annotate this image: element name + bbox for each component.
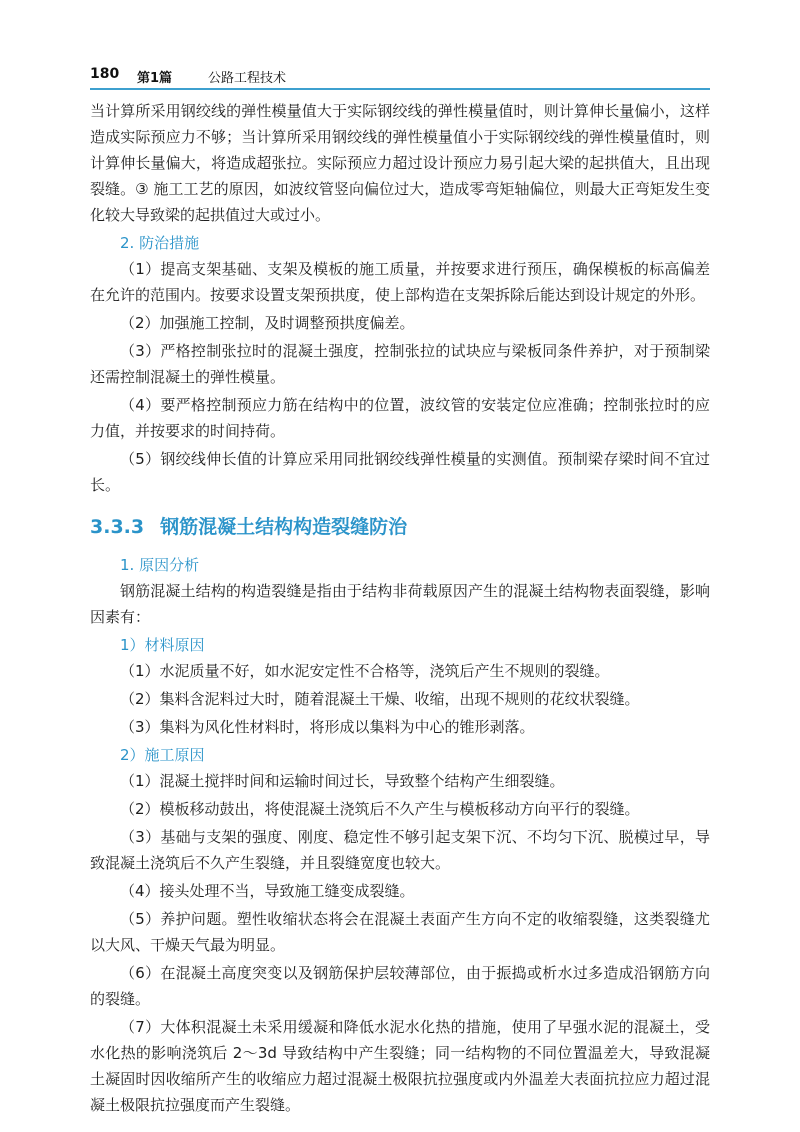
page-header <box>90 60 710 90</box>
section-heading <box>90 512 710 542</box>
cause-intro: 钢筋混凝土结构的构造裂缝是指由于结构非荷载原因产生的混凝土结构物表面裂缝，影响因素有： <box>90 582 710 626</box>
material-heading: 1）材料原因 <box>120 636 205 654</box>
construction-item: （3）基础与支架的强度、刚度、稳定性不够引起支架下沉、不均匀下沉、脱模过早，导致混凝土浇筑后不久产生裂缝，并且裂缝宽度也较大。 <box>90 828 710 872</box>
construction-item: （1）混凝土搅拌时间和运输时间过长，导致整个结构产生细裂缝。 <box>120 772 565 790</box>
prevention-item: （5）钢绞线伸长值的计算应采用同批钢绞线弹性模量的实测值。预制梁存梁时间不宜过长。 <box>90 450 710 494</box>
prevention-item: （2）加强施工控制，及时调整预拱度偏差。 <box>120 314 415 332</box>
material-item: （2）集料含泥料过大时，随着混凝土干燥、收缩，出现不规则的花纹状裂缝。 <box>120 690 640 708</box>
section-number: 3.3.3 <box>90 516 145 538</box>
construction-item: （2）模板移动鼓出，将使混凝土浇筑后不久产生与模板移动方向平行的裂缝。 <box>120 800 640 818</box>
header-rule <box>90 88 710 90</box>
construction-item: （7）大体积混凝土未采用缓凝和降低水泥水化热的措施，使用了早强水泥的混凝土，受水化热的影响浇筑后 2～3d 导致结构中产生裂缝；同一结构物的不同位置温差大，导致混凝土凝固时因收缩所产生的收缩应力超过混凝土极限抗拉强度或内外温差大表面抗拉应力超过混凝土极限抗拉强度而产生裂缝。 <box>90 1018 710 1114</box>
prevention-item: （4）要严格控制预应力筋在结构中的位置，波纹管的安装定位应准确；控制张拉时的应力值，并按要求的时间持荷。 <box>90 396 710 440</box>
part-label: 第1篇 <box>137 71 173 86</box>
page-number: 180 <box>90 66 120 82</box>
page-body <box>90 98 710 1120</box>
prevention-heading: 2. 防治措施 <box>120 234 200 252</box>
section-title: 钢筋混凝土结构构造裂缝防治 <box>160 516 408 538</box>
construction-heading: 2）施工原因 <box>120 746 205 764</box>
construction-item: （6）在混凝土高度突变以及钢筋保护层较薄部位，由于振捣或析水过多造成沿钢筋方向的裂缝。 <box>90 964 710 1008</box>
prevention-item: （1）提高支架基础、支架及模板的施工质量，并按要求进行预压，确保模板的标高偏差在允许的范围内。按要求设置支架预拱度，使上部构造在支架拆除后能达到设计规定的外形。 <box>90 260 710 304</box>
construction-item: （4）接头处理不当，导致施工缝变成裂缝。 <box>120 882 415 900</box>
prevention-item: （3）严格控制张拉时的混凝土强度，控制张拉的试块应与梁板同条件养护，对于预制梁还需控制混凝土的弹性模量。 <box>90 342 710 386</box>
material-item: （3）集料为风化性材料时，将形成以集料为中心的锥形剥落。 <box>120 718 535 736</box>
part-title: 公路工程技术 <box>208 71 287 86</box>
paragraph: 当计算所采用钢绞线的弹性模量值大于实际钢绞线的弹性模量值时，则计算伸长量偏小，这样造成实际预应力不够；当计算所采用钢绞线的弹性模量值小于实际钢绞线的弹性模量值时，则计算伸长量偏大，将造成超张拉。实际预应力超过设计预应力易引起大梁的起拱值大，且出现裂缝。③ 施工工艺的原因，如波纹管竖向偏位过大，造成零弯矩轴偏位，则最大正弯矩发生变化较大导致梁的起拱值过大或过小。 <box>90 102 710 224</box>
cause-heading: 1. 原因分析 <box>120 556 200 574</box>
material-item: （1）水泥质量不好，如水泥安定性不合格等，浇筑后产生不规则的裂缝。 <box>120 662 610 680</box>
construction-item: （5）养护问题。塑性收缩状态将会在混凝土表面产生方向不定的收缩裂缝，这类裂缝尤以大风、干燥天气最为明显。 <box>90 910 710 954</box>
